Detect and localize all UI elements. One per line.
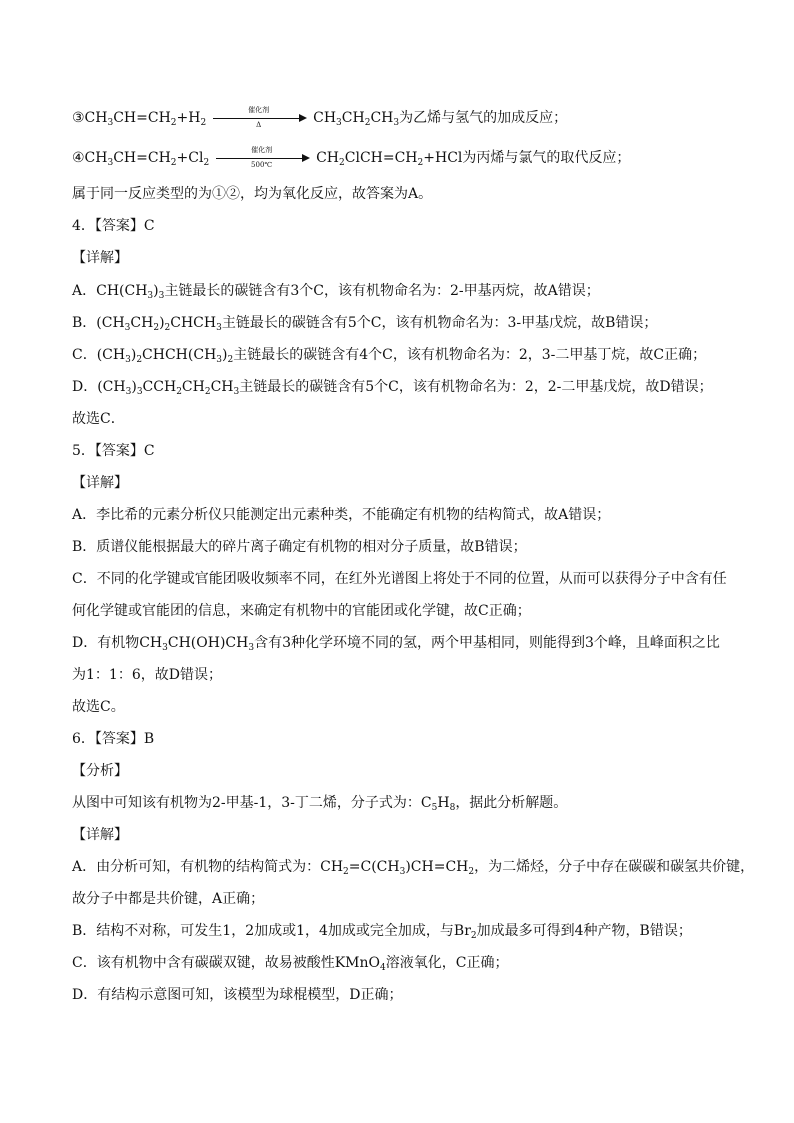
option-c-continued: 何化学键或官能团的信息，来确定有机物中的官能团或化学键，故C正确； [72, 603, 531, 619]
product-text: ClCH=CH [344, 150, 418, 166]
subscript: 2 [170, 158, 177, 168]
subscript: 2 [364, 118, 371, 128]
option-a-continued: 故分子中都是共价键，A正确； [72, 891, 265, 907]
conclusion-text: 属于同一反应类型的为①②，均为氧化反应，故答案为A。 [72, 186, 433, 202]
product-text: CH [341, 110, 365, 126]
analysis-text: 从图中可知该有机物为2-甲基-1，3-丁二烯，分子式为：$C_5H_8$，据此分析解题。 [72, 795, 568, 813]
subscript: 3 [393, 118, 400, 128]
product-text: CH [313, 110, 337, 126]
analysis-label: 【分析】 [72, 763, 128, 779]
final-answer: 故选C． [72, 411, 125, 427]
subscript: 2 [200, 118, 207, 128]
option-a: A．$CH(CH_3)_3$主链最长的碳链含有3个C，该有机物命名为：2-甲基丙烷，故A错误； [72, 283, 600, 301]
option-d: D．有结构示意图可知，该模型为球棍模型，D正确； [72, 987, 403, 1003]
reaction-description: 为乙烯与氢气的加成反应； [399, 110, 568, 126]
product-text: +HCl [423, 150, 463, 166]
reaction-4-text: +Cl [176, 150, 204, 166]
option-b: B．质谱仪能根据最大的碎片离子确定有机物的相对分子质量，故B错误； [72, 539, 527, 555]
subscript: 2 [170, 118, 177, 128]
option-c: C．该有机物中含有碳碳双键，故易被酸性KMnO$_4$溶液氧化，C正确； [72, 955, 509, 973]
detail-label: 【详解】 [72, 250, 128, 266]
option-c: C．不同的化学键或官能团吸收频率不同，在红外光谱图上将处于不同的位置，从而可以获得分子中含有任 [72, 571, 727, 587]
option-a: A．李比希的元素分析仪只能测定出元素种类，不能确定有机物的结构简式，故A错误； [72, 507, 611, 523]
reaction-4-line [72, 148, 630, 168]
subscript: 2 [417, 158, 424, 168]
reaction-3-text: ③CH [72, 110, 108, 126]
subscript: 3 [107, 158, 114, 168]
reaction-3-text: CH=CH [113, 110, 171, 126]
reaction-arrow-icon [213, 108, 307, 128]
answer-heading: 4．【答案】C [72, 218, 155, 234]
subscript: 2 [203, 158, 210, 168]
option-c: C．$(CH_3)_2CHCH(CH_3)_2$主链最长的碳链含有4个C，该有机物命名为：2，3-二甲基丁烷，故C正确； [72, 347, 707, 365]
condition-label: Δ [256, 121, 262, 129]
reaction-description: 为丙烯与氯气的取代反应； [462, 150, 631, 166]
catalyst-label: 催化剂 [251, 146, 273, 154]
option-a: A．由分析可知，有机物的结构简式为：$CH_2=C(CH_3)CH=CH_2$，为二烯烃，分子中存在碳碳和碳氢共价键， [72, 859, 755, 877]
option-d-continued: 为1：1：6，故D错误； [72, 667, 222, 683]
product-text: CH [316, 150, 340, 166]
final-answer: 故选C。 [72, 699, 125, 715]
detail-label: 【详解】 [72, 475, 128, 491]
option-b: B．结构不对称，可发生1，2加成或1，4加成或完全加成，与$Br_2$加成最多可得到4种产物，B错误； [72, 923, 692, 941]
subscript: 3 [107, 118, 114, 128]
option-d: D．有机物$CH_3CH(OH)CH_3$含有3种化学环境不同的氢，两个甲基相同，则能得到3个峰，且峰面积之比 [72, 635, 720, 653]
condition-label: 500℃ [251, 161, 273, 169]
option-b: B．$(CH_3CH_2)_2CHCH_3$主链最长的碳链含有5个C，该有机物命名为：3-甲基戊烷，故B错误； [72, 315, 658, 333]
reaction-3-line [72, 108, 567, 128]
catalyst-label: 催化剂 [248, 106, 270, 114]
reaction-4-text: CH=CH [113, 150, 171, 166]
detail-label: 【详解】 [72, 827, 128, 843]
reaction-4-text: ④CH [72, 150, 108, 166]
reaction-3-text: +H [176, 110, 201, 126]
subscript: 3 [336, 118, 342, 128]
product-text: CH [370, 110, 394, 126]
answer-heading: 6．【答案】B [72, 731, 155, 747]
reaction-arrow-icon [216, 148, 310, 168]
subscript: 2 [339, 158, 345, 168]
option-d: D．$(CH_3)_3CCH_2CH_2CH_3$主链最长的碳链含有5个C，该有机物命名为：2，2-二甲基戊烷，故D错误； [72, 379, 713, 397]
answer-heading: 5．【答案】C [72, 443, 155, 459]
